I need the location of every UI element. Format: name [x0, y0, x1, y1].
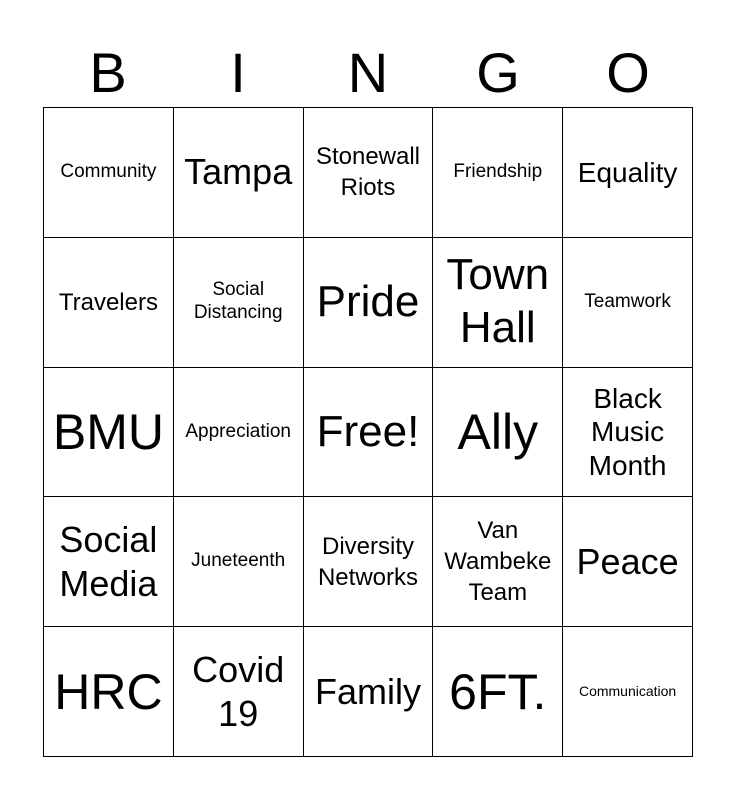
- bingo-cell[interactable]: [304, 627, 434, 757]
- header-letter-n: N: [347, 41, 389, 104]
- cell-label: Equality: [577, 156, 678, 188]
- bingo-cell[interactable]: [304, 238, 434, 368]
- bingo-cell[interactable]: [44, 238, 174, 368]
- bingo-cell[interactable]: [304, 497, 434, 627]
- cell-label: Friendship: [453, 161, 543, 182]
- bingo-cell[interactable]: [44, 368, 174, 498]
- cell-label: Peace: [576, 540, 679, 582]
- bingo-cell[interactable]: [433, 238, 563, 368]
- header-letter-o: O: [606, 41, 650, 104]
- cell-label: Diversity Networks: [317, 532, 418, 591]
- bingo-cell[interactable]: [44, 497, 174, 627]
- bingo-cell[interactable]: [44, 627, 174, 757]
- cell-label: Pride: [316, 276, 420, 326]
- bingo-cell[interactable]: [563, 627, 693, 757]
- bingo-cell[interactable]: [44, 108, 174, 238]
- cell-label: Ally: [457, 403, 539, 460]
- free-space-label: Free!: [316, 406, 420, 456]
- bingo-cell[interactable]: [563, 368, 693, 498]
- bingo-board: [43, 107, 693, 757]
- free-space-cell[interactable]: [304, 368, 434, 498]
- cell-label: Black Music Month: [588, 382, 667, 481]
- bingo-cell[interactable]: [563, 497, 693, 627]
- cell-label: Van Wambeke Team: [444, 517, 552, 607]
- bingo-cell[interactable]: [174, 497, 304, 627]
- bingo-header: [43, 40, 693, 106]
- cell-label: Covid 19: [192, 648, 285, 734]
- cell-label: Tampa: [184, 151, 293, 193]
- bingo-cell[interactable]: [433, 368, 563, 498]
- header-letter-i: I: [230, 41, 246, 104]
- bingo-cell[interactable]: [304, 108, 434, 238]
- cell-label: HRC: [54, 663, 163, 720]
- bingo-cell[interactable]: [433, 108, 563, 238]
- cell-label: BMU: [52, 403, 164, 460]
- cell-label: Stonewall Riots: [315, 143, 421, 202]
- cell-label: Social Distancing: [193, 279, 283, 324]
- cell-label: Social Media: [59, 518, 158, 604]
- header-letter-b: B: [89, 41, 127, 104]
- cell-label: Family: [314, 670, 421, 712]
- cell-label: Appreciation: [185, 420, 291, 442]
- bingo-cell[interactable]: [174, 368, 304, 498]
- cell-label: Communication: [578, 683, 677, 700]
- bingo-cell[interactable]: [174, 108, 304, 238]
- cell-label: Travelers: [58, 288, 158, 316]
- cell-label: Teamwork: [584, 290, 671, 312]
- cell-label: 6FT.: [449, 663, 547, 720]
- bingo-cell[interactable]: [174, 627, 304, 757]
- cell-label: Juneteenth: [191, 550, 286, 572]
- bingo-cell[interactable]: [174, 238, 304, 368]
- cell-label: Community: [60, 161, 157, 182]
- bingo-cell[interactable]: [563, 108, 693, 238]
- bingo-cell[interactable]: [433, 497, 563, 627]
- bingo-cell[interactable]: [563, 238, 693, 368]
- cell-label: Town Hall: [446, 250, 550, 353]
- bingo-cell[interactable]: [433, 627, 563, 757]
- header-letter-g: G: [476, 41, 520, 104]
